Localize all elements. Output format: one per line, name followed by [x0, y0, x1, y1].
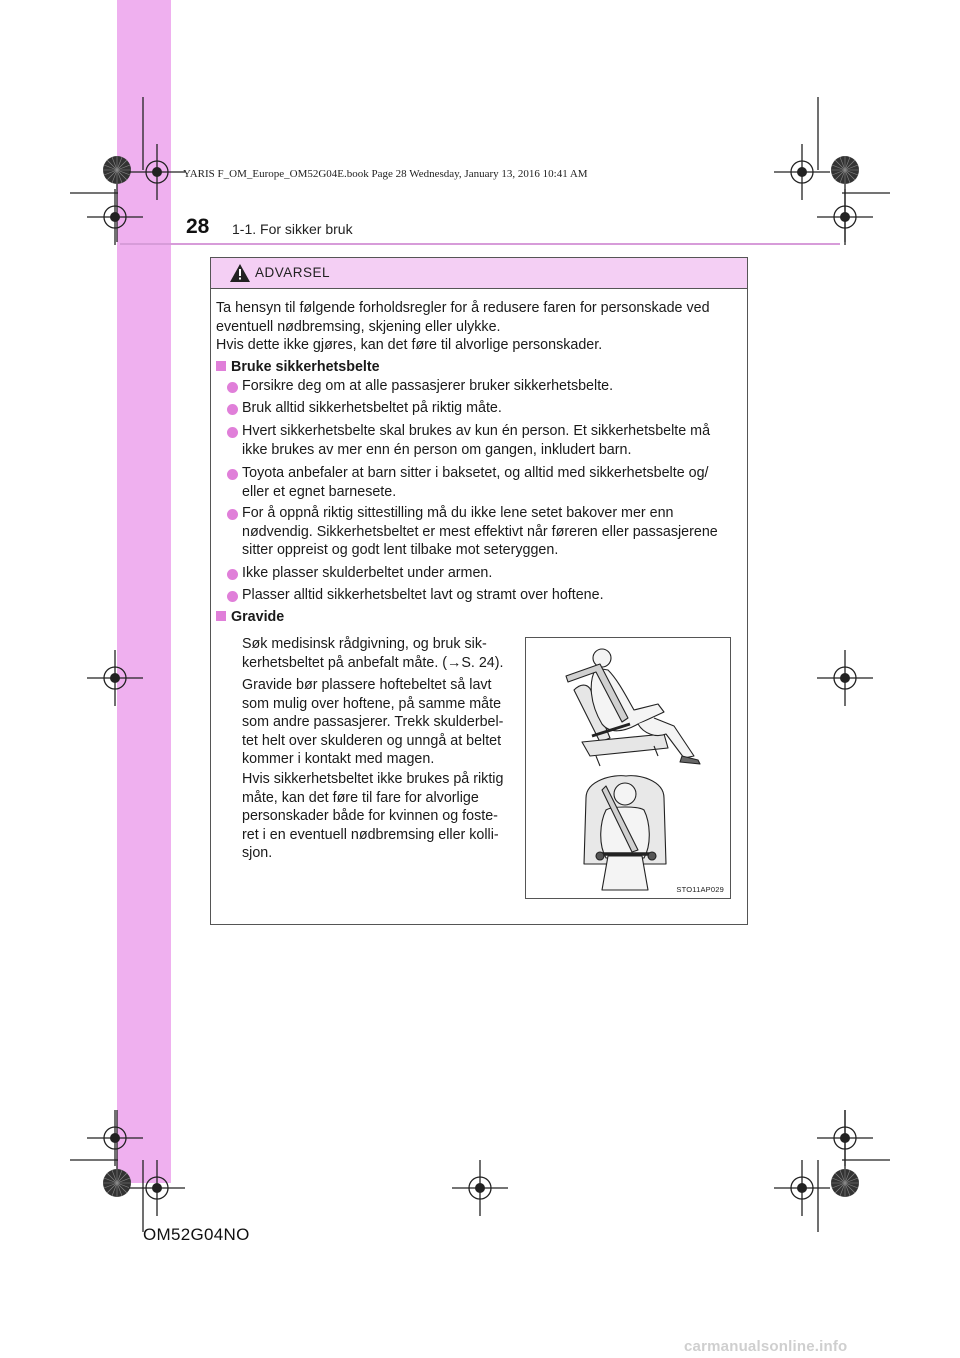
paragraph-line: måte, kan det føre til fare for alvorlige: [242, 789, 479, 806]
paragraph-line: kommer i kontakt med magen.: [242, 751, 435, 767]
square-bullet-icon: [216, 611, 226, 621]
warning-title: ADVARSEL: [255, 265, 331, 280]
pregnant-seatbelt-illustration: [525, 637, 731, 899]
bullet-line: Hvert sikkerhetsbelte skal brukes av kun én person. Et sikkerhetsbelte må: [242, 423, 711, 439]
warning-triangle-icon: [229, 263, 251, 283]
section-title: 1-1. For sikker bruk: [232, 221, 353, 237]
bullet-line: nødvendig. Sikkerhetsbeltet er mest effektivt når føreren eller passasjerene: [242, 523, 718, 540]
bullet-line: eller et egnet barnesete.: [242, 483, 397, 500]
pregnant-paragraph: [242, 635, 508, 672]
round-bullet-icon: [227, 404, 238, 415]
paragraph-line: Søk medisinsk rådgivning, og bruk sik-: [242, 636, 487, 652]
document-code: OM52G04NO: [143, 1225, 250, 1244]
paragraph-line: sjon.: [242, 845, 273, 861]
square-bullet-icon: [216, 361, 226, 371]
paragraph-line: kerhetsbeltet på anbefalt måte. (→S. 24).: [242, 654, 504, 671]
paragraph-line: Gravide bør plassere hoftebeltet så lavt: [242, 677, 492, 693]
bullet-line: Bruk alltid sikkerhetsbeltet på riktig måte.: [242, 400, 502, 416]
bullet-item: [242, 399, 742, 418]
paragraph-line: som andre passasjerer. Trekk skulderbel-: [242, 714, 504, 730]
heading-seatbelt: [216, 358, 380, 377]
round-bullet-icon: [227, 569, 238, 580]
header-divider: [120, 243, 840, 245]
bullet-item: [242, 504, 742, 560]
heading-pregnant: [216, 608, 284, 627]
paragraph-line: personskader både for kvinnen og foste-: [242, 808, 498, 824]
bullet-item: [242, 377, 742, 396]
paragraph-line: tet helt over skulderen og unngå at beltet: [242, 732, 502, 749]
bullet-item: [242, 586, 742, 605]
intro-line: Hvis dette ikke gjøres, kan det føre til alvorlige personskader.: [216, 337, 603, 353]
warning-header: [211, 258, 747, 289]
heading-seatbelt-label: Bruke sikkerhetsbelte: [231, 359, 380, 375]
warning-intro: [216, 299, 710, 355]
page-number: 28: [186, 215, 210, 238]
round-bullet-icon: [227, 382, 238, 393]
bullet-line: Ikke plasser skulderbeltet under armen.: [242, 565, 493, 581]
pregnant-paragraph: [242, 770, 508, 863]
bullet-item: [242, 422, 742, 459]
bullet-line: Forsikre deg om at alle passasjerer bruker sikkerhetsbelte.: [242, 378, 614, 394]
round-bullet-icon: [227, 509, 238, 520]
seated-pregnant-woman-illustration: [526, 638, 732, 900]
intro-line: eventuell nødbremsing, skjening eller ulykke.: [216, 318, 501, 335]
round-bullet-icon: [227, 591, 238, 602]
paragraph-line: Hvis sikkerhetsbeltet ikke brukes på riktig: [242, 771, 504, 787]
pregnant-paragraph: [242, 676, 508, 769]
intro-line: Ta hensyn til følgende forholdsregler for å redusere faren for personskade ved: [216, 300, 710, 316]
round-bullet-icon: [227, 469, 238, 480]
bullet-line: Toyota anbefaler at barn sitter i baksetet, og alltid med sikkerhetsbelte og/: [242, 465, 709, 481]
bullet-line: ikke brukes av mer enn én person om gangen, inkludert barn.: [242, 441, 632, 458]
bullet-item: [242, 564, 742, 583]
paragraph-line: som mulig over hoftene, på samme måte: [242, 695, 502, 712]
round-bullet-icon: [227, 427, 238, 438]
bullet-line: For å oppnå riktig sittestilling må du ikke lene setet bakover mer enn: [242, 505, 674, 521]
paragraph-line: ret i en eventuell nødbremsing eller kolli-: [242, 826, 499, 843]
book-file-header: YARIS F_OM_Europe_OM52G04E.book Page 28 Wednesday, January 13, 2016 10:41 AM: [183, 168, 588, 180]
bullet-item: [242, 464, 742, 501]
heading-pregnant-label: Gravide: [231, 609, 285, 625]
bullet-line: Plasser alltid sikkerhetsbeltet lavt og stramt over hoftene.: [242, 587, 604, 603]
bullet-line: sitter oppreist og godt lent tilbake mot seteryggen.: [242, 542, 559, 558]
figure-code: STO11AP029: [676, 885, 724, 894]
watermark: carmanualsonline.info: [684, 1338, 848, 1355]
